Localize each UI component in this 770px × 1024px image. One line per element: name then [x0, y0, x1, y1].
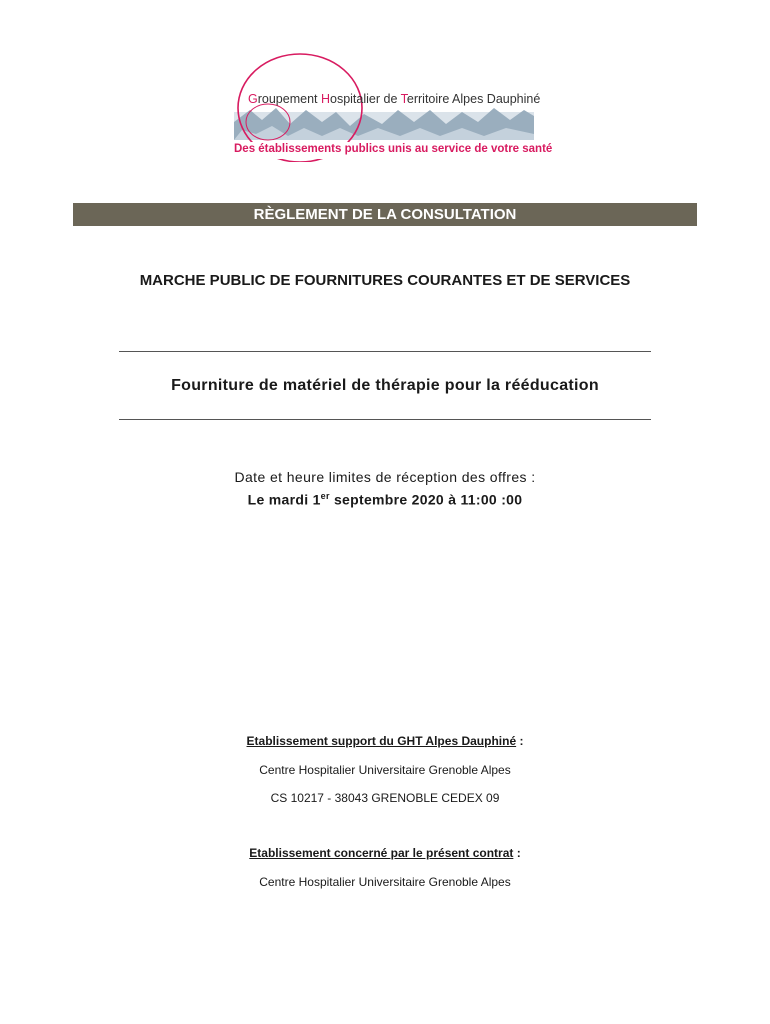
- logo-title-part: G: [248, 92, 258, 106]
- concerned-heading-suffix: :: [513, 846, 521, 860]
- logo-title-part: roupement: [257, 92, 321, 106]
- deadline-label: Date et heure limites de réception des offres :: [234, 469, 536, 485]
- support-heading: [0, 734, 770, 748]
- deadline-date-prefix: Le mardi 1: [247, 491, 321, 508]
- ght-logo: [232, 50, 553, 162]
- logo-title-part: T: [400, 92, 407, 106]
- contract-object: Fourniture de matériel de thérapie pour la rééducation: [171, 377, 599, 394]
- divider-bottom: [119, 419, 651, 420]
- concerned-heading: [0, 846, 770, 860]
- deadline-date: [0, 491, 770, 508]
- support-name: Centre Hospitalier Universitaire Grenoble Alpes: [259, 763, 511, 777]
- deadline-date-suffix: septembre 2020 à 11:00 :00: [329, 491, 523, 508]
- logo-title-part: ospitalier de: [330, 92, 401, 106]
- divider-top: [119, 351, 651, 352]
- deadline-date-sup: er: [320, 491, 330, 501]
- market-type-heading: MARCHE PUBLIC DE FOURNITURES COURANTES ET DE SERVICES: [139, 272, 631, 289]
- concerned-heading-text: Etablissement concerné par le présent contrat: [249, 846, 514, 860]
- support-address: CS 10217 - 38043 GRENOBLE CEDEX 09: [270, 791, 500, 805]
- support-heading-text: Etablissement support du GHT Alpes Dauphiné: [246, 734, 517, 748]
- concerned-name: Centre Hospitalier Universitaire Grenoble Alpes: [259, 875, 511, 889]
- logo-title-part: erritoire Alpes Dauphiné: [406, 92, 541, 106]
- logo-title-part: H: [320, 92, 330, 106]
- page-title-banner: RÈGLEMENT DE LA CONSULTATION: [73, 203, 697, 226]
- logo-title: [248, 92, 540, 106]
- logo-tagline: Des établissements publics unis au service de votre santé: [234, 143, 553, 155]
- support-heading-suffix: :: [516, 734, 524, 748]
